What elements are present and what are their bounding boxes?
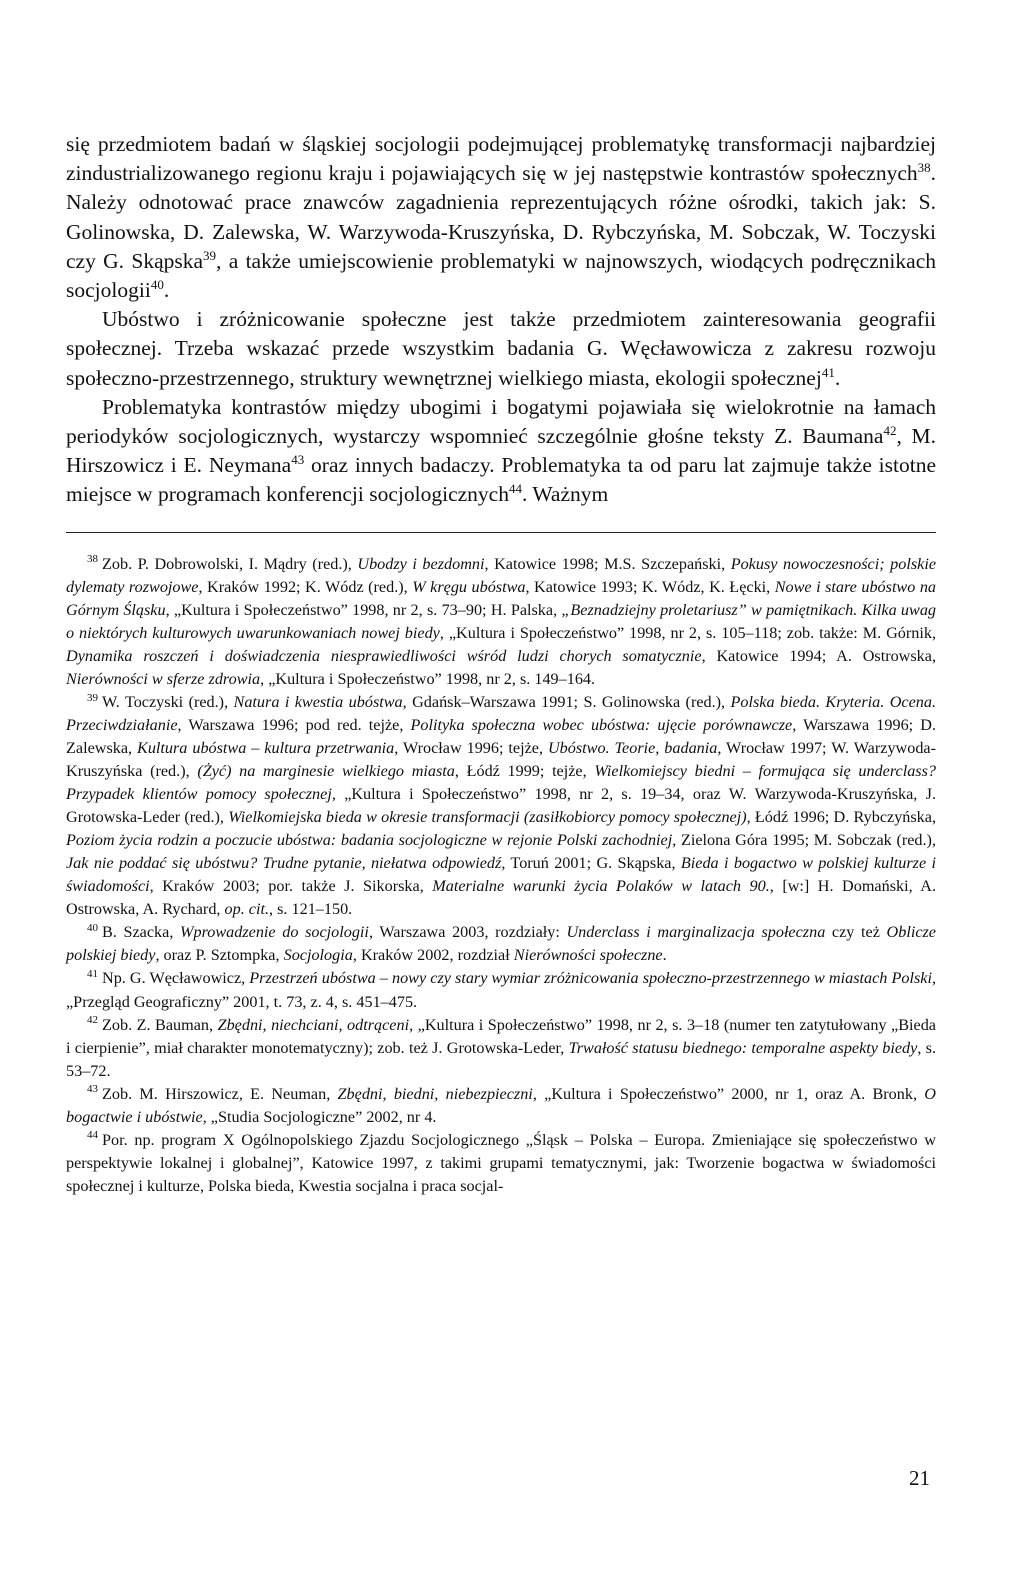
footnote-ref-44: 44 <box>508 481 522 497</box>
footnote-ref-43: 43 <box>291 452 305 468</box>
italic-title: Dynamika roszczeń i doświadczenia niesprawiedliwości wśród ludzi chorych somatycznie <box>66 646 702 665</box>
italic-title: Polska bieda. Kryteria. Ocena. Przeciwdziałanie <box>66 692 937 734</box>
page-number: 21 <box>909 1466 930 1490</box>
footnote-ref-38: 38 <box>917 160 931 176</box>
footnote-ref-40: 40 <box>150 276 164 292</box>
text-span: , Kraków 2003; por. także J. Sikorska, <box>149 877 433 896</box>
text-span: . <box>163 278 170 303</box>
footnote-number: 42 <box>87 1014 98 1027</box>
italic-title: Oblicze polskiej biedy <box>66 923 936 965</box>
main-text <box>66 130 936 510</box>
text-span: , Katowice 1994; A. Ostrowska, <box>701 646 936 665</box>
text-span: , „Studia Socjologiczne” 2002, nr 4. <box>202 1107 437 1126</box>
italic-title: Wielkomiejscy biedni – formująca się underclass? Przypadek klientów pomocy społecznej <box>66 762 936 804</box>
text-span: . Ważnym <box>521 482 609 507</box>
italic-title: Bieda i bogactwo w polskiej kulturze i świadomości <box>66 854 936 896</box>
italic-title: O bogactwie i ubóstwie <box>66 1084 936 1126</box>
italic-title: Pokusy nowoczesności; polskie dylematy rozwojowe <box>66 554 936 596</box>
text-span: B. Szacka, <box>102 923 180 942</box>
italic-title: op. cit. <box>224 900 270 919</box>
text-span: , Zielona Góra 1995; M. Sobczak (red.), <box>672 831 936 850</box>
italic-title: (Żyć) na marginesie wielkiego miasta <box>197 762 455 781</box>
text-span: , „Kultura i Społeczeństwo” 1998, nr 2, s. 19–34, oraz W. Warzywoda-Kruszyńska, J. Grotowska-Leder (red.), <box>66 785 936 827</box>
text-span: . Należy odnotować prace znawców zagadnienia reprezentujących różne ośrodki, takich jak: S. Golinowska, D. Zalewska, W. Warzywoda-Kruszyńska, D. Rybczyńska, M. Sobczak, W. Toczyski czy G. Skąpska <box>66 161 936 273</box>
footnote-ref-42: 42 <box>883 422 897 438</box>
text-span: , „Przegląd Geograficzny” 2001, t. 73, z. 4, s. 451–475. <box>66 969 936 1011</box>
text-span: , Łódź 1999; tejże, <box>454 762 595 781</box>
text-span: , Wrocław 1996; tejże, <box>394 739 548 758</box>
italic-title: Nowe i stare ubóstwo na Górnym Śląsku <box>66 577 937 619</box>
text-span: , „Kultura i Społeczeństwo” 1998, nr 2, s. 3–18 (numer ten zatytułowany „Bieda i cierpienie”, miał charakter monotematyczny); zob. też J. Grotowska-Leder, <box>66 1015 936 1057</box>
italic-title: Trwałość statusu biednego: temporalne aspekty biedy <box>568 1038 918 1057</box>
text-span: , [w:] H. Domański, A. Ostrowska, A. Rychard, <box>66 877 936 919</box>
italic-title: Underclass i marginalizacja społeczna <box>566 923 826 942</box>
paragraph-2 <box>66 305 936 393</box>
text-span: Zob. Z. Bauman, <box>102 1015 218 1034</box>
text-span: . <box>662 946 667 965</box>
text-span: czy też <box>825 923 887 942</box>
text-span: Por. np. program X Ogólnopolskiego Zjazdu Socjologicznego „Śląsk – Polska – Europa. Zmieniające się społeczeństwo w perspektywie lokalnej i globalnej”, Katowice 1997, z takimi grupami tematycznymi, jak: Tworzenie bogactwa w świadomości społecznej i kulturze, Polska bieda, Kwestia socjalna i praca socjal- <box>66 1130 936 1195</box>
text-span: W. Toczyski (red.), <box>102 692 234 711</box>
text-span: , „Kultura i Społeczeństwo” 2000, nr 1, oraz A. Bronk, <box>532 1084 925 1103</box>
footnote-number: 44 <box>87 1129 98 1142</box>
text-span: , Gdańsk–Warszawa 1991; S. Golinowska (red.), <box>402 692 731 711</box>
text-span: , „Kultura i Społeczeństwo” 1998, nr 2, s. 73–90; H. Palska, <box>165 600 562 619</box>
paragraph-1 <box>66 130 936 305</box>
footnote-41 <box>66 967 936 1013</box>
text-span: , oraz P. Sztompka, <box>155 946 284 965</box>
italic-title: Socjologia <box>283 946 353 965</box>
text-span: , „Kultura i Społeczeństwo” 1998, nr 2, s. 149–164. <box>260 669 596 688</box>
text-span: , Katowice 1998; M.S. Szczepański, <box>484 554 731 573</box>
italic-title: Nierówności w sferze zdrowia <box>66 669 261 688</box>
italic-title: W kręgu ubóstwa <box>412 577 526 596</box>
page-content <box>66 130 936 1198</box>
italic-title: Zbędni, biedni, niebezpieczni <box>337 1084 533 1103</box>
text-span: , Kraków 1992; K. Wódz (red.), <box>198 577 413 596</box>
footnote-44 <box>66 1129 936 1198</box>
text-span: , Kraków 2002, rozdział <box>352 946 514 965</box>
text-span: , „Kultura i Społeczeństwo” 1998, nr 2, s. 105–118; zob. także: M. Górnik, <box>439 623 936 642</box>
text-span: Ubóstwo i zróżnicowanie społeczne jest także przedmiotem zainteresowania geografii społecznej. Trzeba wskazać przede wszystkim badania G. Węcławowicza z zakresu rozwoju społeczno-przestrzennego, struktury wewnętrznej wielkiego miasta, ekologii społecznej <box>66 307 936 390</box>
italic-title: Natura i kwestia ubóstwa <box>233 692 403 711</box>
text-span: Zob. M. Hirszowicz, E. Neuman, <box>102 1084 338 1103</box>
footnote-number: 40 <box>87 922 98 934</box>
footnotes <box>66 553 936 1198</box>
text-span: oraz innych badaczy. Problematyka ta od paru lat zajmuje także istotne miejsce w programach konferencji socjologicznych <box>66 453 937 507</box>
footnote-number: 38 <box>87 553 98 566</box>
text-span: , Warszawa 1996; D. Zalewska, <box>66 715 937 758</box>
italic-title: Materialne warunki życia Polaków w latach 90. <box>432 877 770 896</box>
footnote-number: 41 <box>87 968 98 981</box>
text-span: , Wrocław 1997; W. Warzywoda-Kruszyńska (red.), <box>66 739 936 781</box>
text-span: , a także umiejscowienie problematyki w najnowszych, wiodących podręcznikach socjologii <box>66 248 936 303</box>
italic-title: Polityka społeczna wobec ubóstwa: ujęcie porównawcze <box>410 715 793 734</box>
italic-title: „Beznadziejny proletariusz” w pamiętnikach. Kilka uwag o niektórych kulturowych uwarunkowaniach nowej biedy <box>66 600 937 642</box>
italic-title: Ubodzy i bezdomni <box>357 554 485 573</box>
italic-title: Ubóstwo. Teorie, badania <box>547 739 718 758</box>
italic-title: Zbędni, niechciani, odtrąceni <box>217 1015 410 1034</box>
text-span: Zob. P. Dobrowolski, I. Mądry (red.), <box>102 554 358 573</box>
text-span: , Toruń 2001; G. Skąpska, <box>501 854 681 873</box>
text-span: , Łódź 1996; D. Rybczyńska, <box>746 808 937 827</box>
italic-title: Przestrzeń ubóstwa – nowy czy stary wymiar zróżnicowania społeczno-przestrzennego w miastach Polski <box>249 969 932 988</box>
footnote-42 <box>66 1014 936 1083</box>
italic-title: Nierówności społeczne <box>513 946 663 965</box>
footnote-number: 39 <box>87 691 98 704</box>
text-span: , Warszawa 2003, rozdziały: <box>368 923 567 942</box>
footnote-ref-39: 39 <box>203 247 217 263</box>
text-span: , Katowice 1993; K. Wódz, K. Łęcki, <box>525 577 775 596</box>
text-span: , M. Hirszowicz i E. Neymana <box>66 424 936 478</box>
paragraph-3 <box>66 393 936 510</box>
footnote-39 <box>66 691 936 921</box>
italic-title: Poziom życia rodzin a poczucie ubóstwa: badania socjologiczne w rejonie Polski zachodniej <box>66 831 673 850</box>
footnote-number: 43 <box>87 1083 98 1096</box>
text-span: Problematyka kontrastów między ubogimi i bogatymi pojawiała się wielokrotnie na łamach periodyków socjologicznych, wystarczy wspomnieć szczególnie głośne teksty Z. Baumana <box>66 394 936 449</box>
text-span: , s. 53–72. <box>66 1038 936 1080</box>
italic-title: Jak nie poddać się ubóstwu? Trudne pytanie, niełatwa odpowiedź <box>66 854 502 873</box>
text-span: Np. G. Węcławowicz, <box>102 969 250 988</box>
footnote-separator <box>66 532 936 533</box>
italic-title: Kultura ubóstwa – kultura przetrwania <box>137 739 395 758</box>
text-span: , Warszawa 1996; pod red. tejże, <box>177 715 411 734</box>
footnote-ref-41: 41 <box>821 364 835 380</box>
footnote-43 <box>66 1083 936 1129</box>
text-span: , s. 121–150. <box>269 900 353 919</box>
text-span: . <box>834 365 841 390</box>
italic-title: Wielkomiejska bieda w okresie transformacji (zasiłkobiorcy pomocy społecznej) <box>228 808 747 827</box>
footnote-38 <box>66 553 936 691</box>
footnote-40 <box>66 921 936 967</box>
text-span: się przedmiotem badań w śląskiej socjologii podejmującej problematykę transformacji najbardziej zindustrializowanego regionu kraju i pojawiających się w jej następstwie kontrastów społecznych <box>66 132 936 186</box>
italic-title: Wprowadzenie do socjologii <box>180 923 369 942</box>
